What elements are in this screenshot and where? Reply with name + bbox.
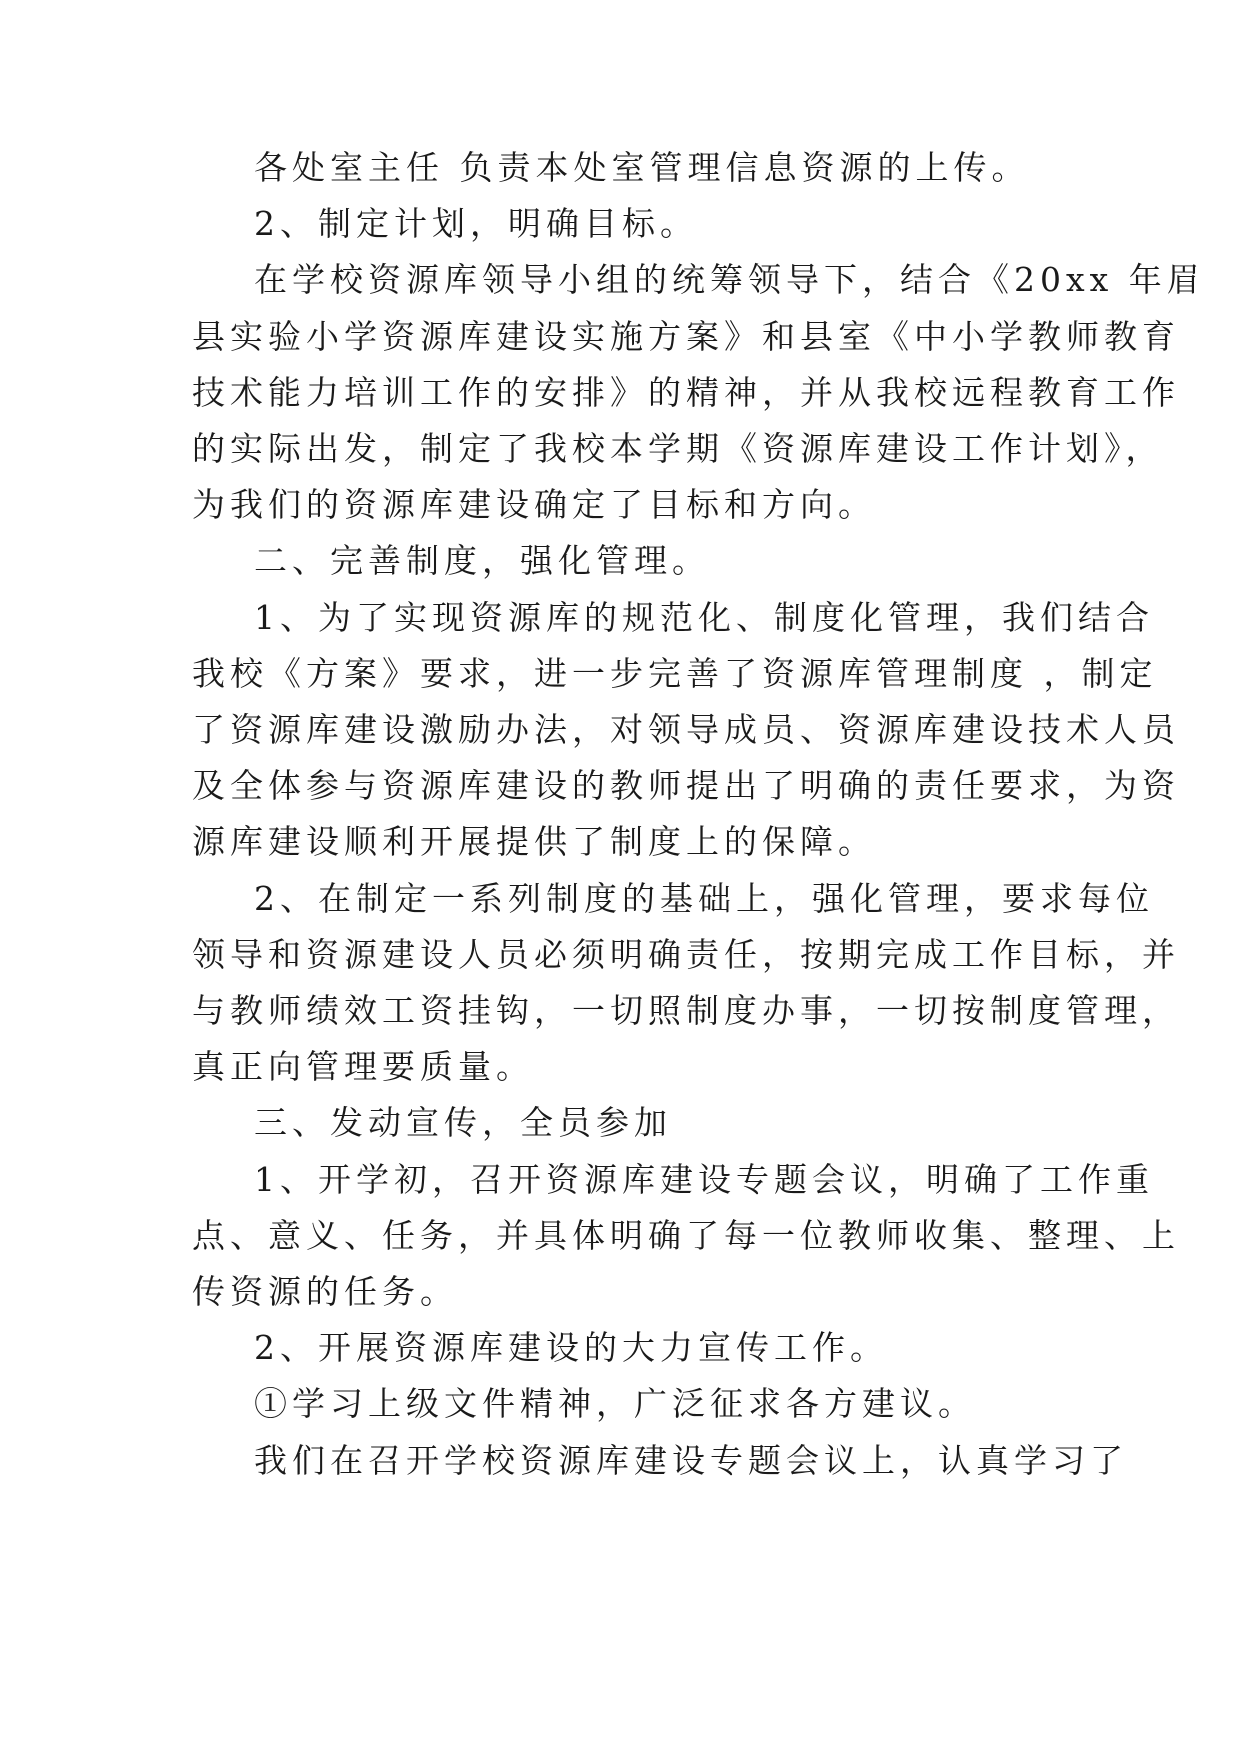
paragraph-line: 1、开学初，召开资源库建设专题会议，明确了工作重 <box>254 1160 1154 1199</box>
paragraph-line: 在学校资源库领导小组的统筹领导下，结合《20xx 年眉 <box>254 260 1205 299</box>
section-heading: 2、开展资源库建设的大力宣传工作。 <box>254 1328 888 1367</box>
paragraph-line: 县实验小学资源库建设实施方案》和县室《中小学教师教育 <box>192 317 1180 356</box>
paragraph-line: 为我们的资源库建设确定了目标和方向。 <box>192 485 876 524</box>
section-heading: 2、制定计划，明确目标。 <box>254 204 698 243</box>
section-heading: ①学习上级文件精神，广泛征求各方建议。 <box>254 1384 976 1423</box>
paragraph-line: 我们在召开学校资源库建设专题会议上，认真学习了 <box>254 1441 1128 1480</box>
paragraph-line: 的实际出发，制定了我校本学期《资源库建设工作计划》， <box>192 429 1164 468</box>
paragraph-line: 技术能力培训工作的安排》的精神，并从我校远程教育工作 <box>192 373 1180 412</box>
paragraph-line: 我校《方案》要求，进一步完善了资源库管理制度 ，制定 <box>192 654 1158 693</box>
paragraph-line: 2、在制定一系列制度的基础上，强化管理，要求每位 <box>254 879 1154 918</box>
paragraph-line: 点、意义、任务，并具体明确了每一位教师收集、整理、上 <box>192 1216 1180 1255</box>
paragraph-line: 领导和资源建设人员必须明确责任，按期完成工作目标，并 <box>192 935 1180 974</box>
paragraph-line: 与教师绩效工资挂钩，一切照制度办事，一切按制度管理， <box>192 991 1180 1030</box>
paragraph-line: 源库建设顺利开展提供了制度上的保障。 <box>192 822 876 861</box>
paragraph-line: 1、为了实现资源库的规范化、制度化管理，我们结合 <box>254 598 1154 637</box>
paragraph-line: 真正向管理要质量。 <box>192 1047 534 1086</box>
paragraph-line: 传资源的任务。 <box>192 1272 458 1311</box>
section-heading: 二、完善制度，强化管理。 <box>254 541 710 580</box>
paragraph-line: 及全体参与资源库建设的教师提出了明确的责任要求，为资 <box>192 766 1180 805</box>
section-heading: 三、发动宣传，全员参加 <box>254 1103 672 1142</box>
paragraph-line: 各处室主任 负责本处室管理信息资源的上传。 <box>254 148 1030 187</box>
paragraph-line: 了资源库建设激励办法，对领导成员、资源库建设技术人员 <box>192 710 1180 749</box>
